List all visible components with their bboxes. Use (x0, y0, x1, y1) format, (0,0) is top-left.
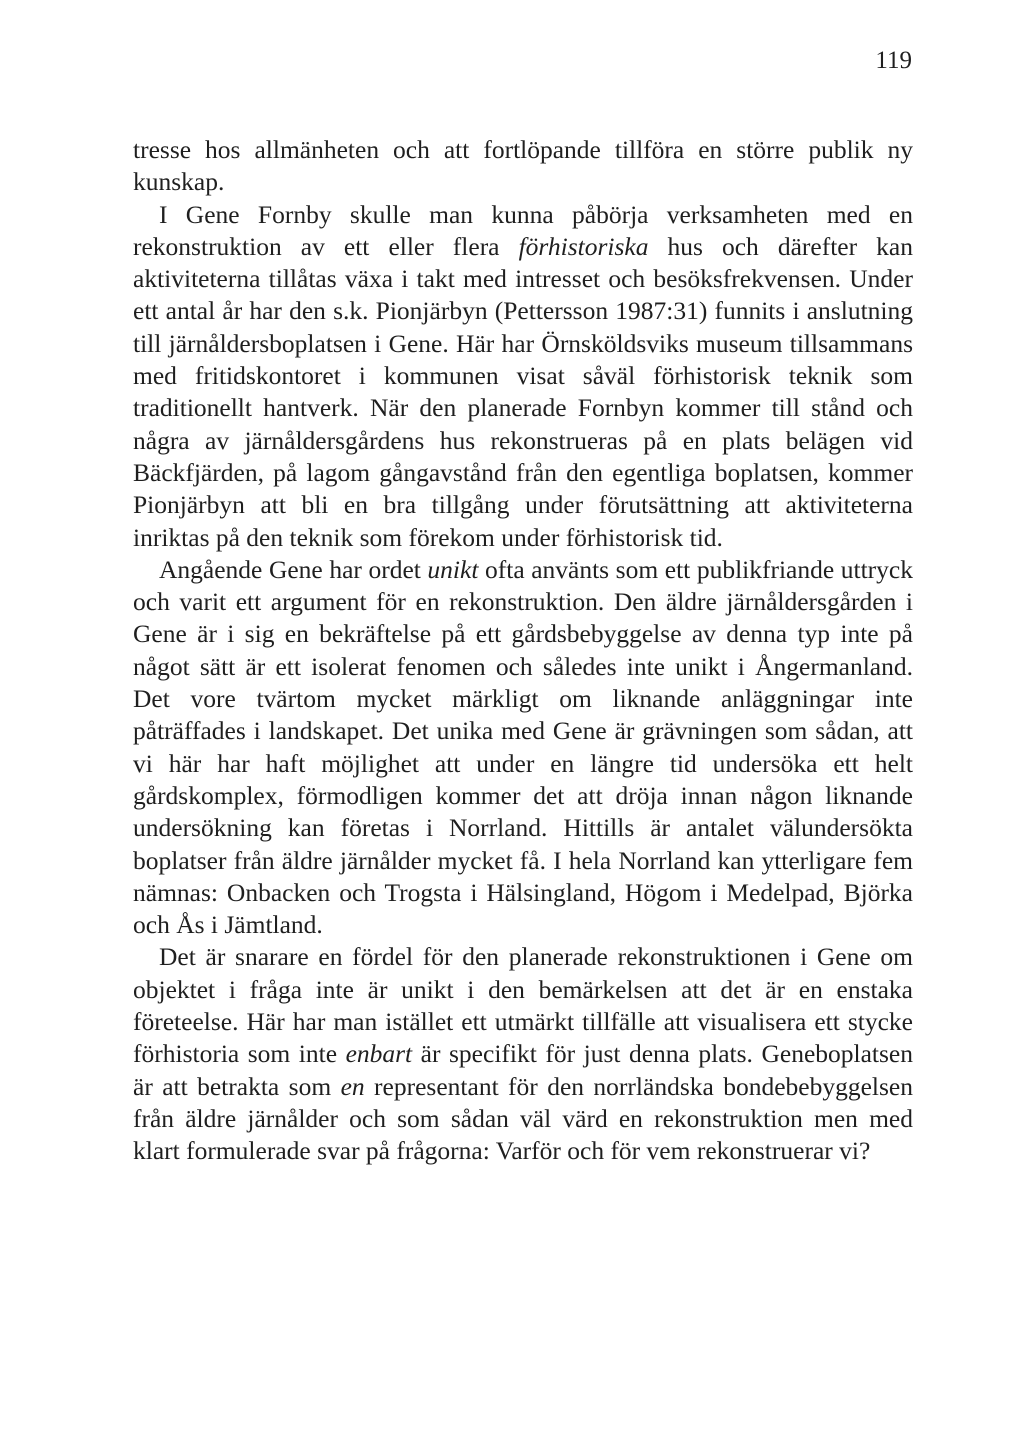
text-segment: tresse hos allmänheten och att fortlöpande tillföra en större publik ny kunskap. (133, 135, 913, 197)
page-number: 119 (875, 47, 912, 74)
italic-text: unikt (427, 554, 479, 584)
body-text (133, 134, 913, 1168)
text-segment: Angående Gene har ordet (159, 554, 428, 584)
paragraph (133, 199, 913, 554)
text-segment: ofta använts som ett publikfriande uttryck och varit ett argument för en rekonstruktion. Den äldre järnåldersgården i Gene är i sig en bekräftelse på ett gårdsbebyggelse av denna typ inte på något sätt är ett isolerat fenomen och således inte unikt i Ångermanland. Det vore tvärtom mycket märkligt om liknande anläggningar inte påträffades i landskapet. Det unika med Gene är grävningen som sådan, att vi här har haft möjlighet att under en längre tid undersöka ett helt gårdskomplex, förmodligen kommer det att dröja innan någon liknande undersökning kan företas i Norrland. Hittills är antalet välundersökta boplatser från äldre järnålder mycket få. I hela Norrland kan ytterligare fem nämnas: Onbacken och Trogsta i Hälsingland, Högom i Medelpad, Björka och Ås i Jämtland. (133, 554, 913, 940)
text-segment: hus och därefter kan aktiviteterna tillåtas växa i takt med intresset och besöksfrekvensen. Under ett antal år har den s.k. Pionjärbyn (Pettersson 1987:31) funnits i anslutning till järnåldersboplatsen i Gene. Här har Örnsköldsviks museum tillsammans med fritidskontoret i kommunen visat såväl förhistorisk teknik som traditionellt hantverk. När den planerade Fornbyn kommer till stånd och några av järnåldersgårdens hus rekonstrueras på en plats belägen vid Bäckfjärden, på lagom gångavstånd från den egentliga boplatsen, kommer Pionjärbyn att bli en bra tillgång under förutsättning att aktiviteterna inriktas på den teknik som förekom under förhistorisk tid. (133, 231, 913, 552)
paragraph (133, 554, 913, 942)
text-segment: I Gene Fornby skulle man kunna påbörja verksamheten med en rekonstruktion av ett eller flera (133, 199, 913, 261)
text-segment: representant för den norrländska bondebebyggelsen från äldre järnålder och som sådan väl värd en rekonstruktion men med klart formulerade svar på frågorna: Varför och för vem rekonstruerar vi? (133, 1071, 913, 1166)
text-segment: är specifikt för just denna plats. Geneboplatsen är att betrakta som (133, 1039, 913, 1101)
paragraph (133, 134, 913, 199)
paragraph (133, 941, 913, 1167)
italic-text: förhistoriska (518, 231, 649, 261)
italic-text: enbart (345, 1039, 413, 1069)
text-segment: Det är snarare en fördel för den planerade rekonstruktionen i Gene om objektet i fråga inte är unikt i den bemärkelsen att det är en enstaka företeelse. Här har man istället ett utmärkt tillfälle att visualisera ett stycke förhistoria som inte (133, 942, 913, 1069)
italic-text: en (340, 1071, 365, 1101)
